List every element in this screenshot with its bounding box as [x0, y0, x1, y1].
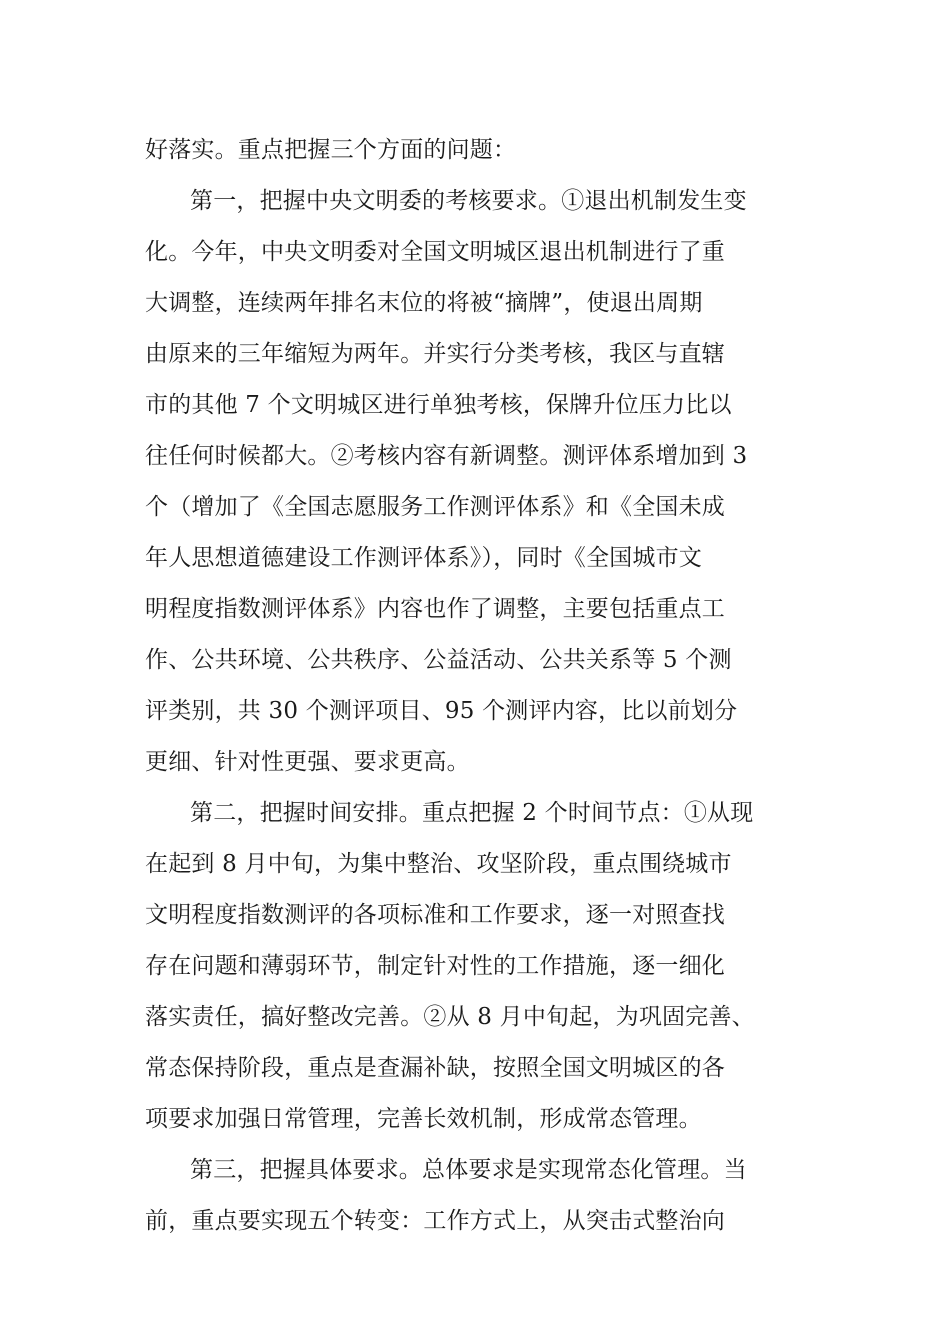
text-line: 往任何时候都大。②考核内容有新调整。测评体系增加到 3 [145, 443, 748, 469]
text-line: 年人思想道德建设工作测评体系》），同时《全国城市文 [145, 545, 702, 571]
text-line: 个（增加了《全国志愿服务工作测评体系》和《全国未成 [145, 494, 725, 520]
text-line: 评类别，共 30 个测评项目、95 个测评内容，比以前划分 [145, 698, 738, 724]
text-line: 第三，把握具体要求。总体要求是实现常态化管理。当 [190, 1157, 747, 1183]
document-body [145, 125, 825, 1247]
text-line: 市的其他 7 个文明城区进行单独考核，保牌升位压力比以 [145, 392, 732, 418]
text-line: 明程度指数测评体系》内容也作了调整，主要包括重点工 [145, 596, 725, 622]
text-line: 更细、针对性更强、要求更高。 [145, 749, 470, 775]
text-line: 作、公共环境、公共秩序、公益活动、公共关系等 5 个测 [145, 647, 732, 673]
text-line: 第二，把握时间安排。重点把握 2 个时间节点：①从现 [190, 800, 754, 826]
text-line: 存在问题和薄弱环节，制定针对性的工作措施，逐一细化 [145, 953, 725, 979]
text-line: 前，重点要实现五个转变：工作方式上，从突击式整治向 [145, 1208, 725, 1234]
text-line: 由原来的三年缩短为两年。并实行分类考核，我区与直辖 [145, 341, 725, 367]
text-line: 大调整，连续两年排名末位的将被“摘牌”，使退出周期 [145, 290, 703, 316]
text-line: 第一，把握中央文明委的考核要求。①退出机制发生变 [190, 188, 747, 214]
text-line: 项要求加强日常管理，完善长效机制，形成常态管理。 [145, 1106, 702, 1132]
text-line: 化。今年，中央文明委对全国文明城区退出机制进行了重 [145, 239, 725, 265]
text-line: 文明程度指数测评的各项标准和工作要求，逐一对照查找 [145, 902, 725, 928]
text-line: 常态保持阶段，重点是查漏补缺，按照全国文明城区的各 [145, 1055, 725, 1081]
text-line: 在起到 8 月中旬，为集中整治、攻坚阶段，重点围绕城市 [145, 851, 732, 877]
text-line: 落实责任，搞好整改完善。②从 8 月中旬起，为巩固完善、 [145, 1004, 755, 1030]
text-line: 好落实。重点把握三个方面的问题： [145, 137, 517, 163]
